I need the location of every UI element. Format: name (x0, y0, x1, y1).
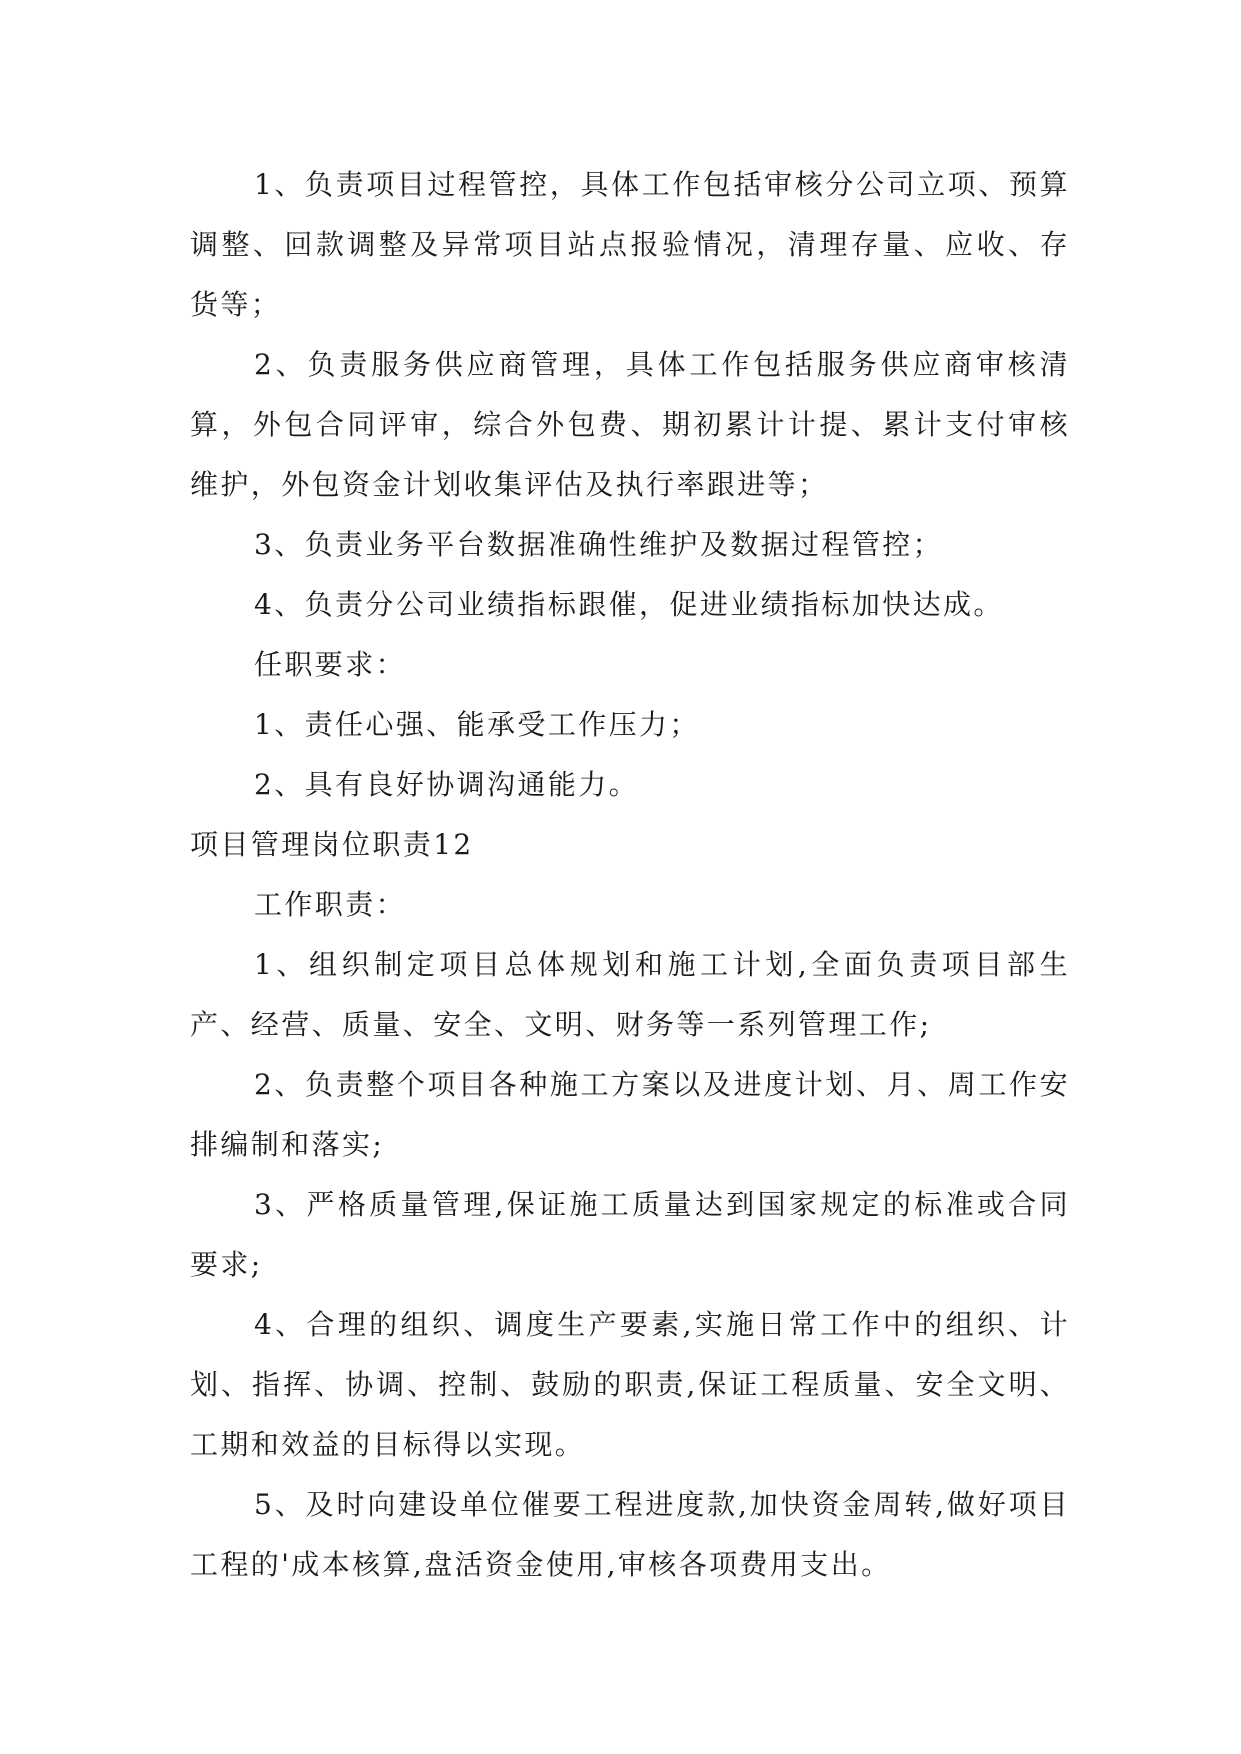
document-body (190, 155, 1070, 1595)
paragraph-item-3: 3、严格质量管理,保证施工质量达到国家规定的标准或合同要求; (190, 1188, 1070, 1281)
paragraph-duty-2: 2、负责服务供应商管理，具体工作包括服务供应商审核清算，外包合同评审，综合外包费、期初累计计提、累计支付审核维护，外包资金计划收集评估及执行率跟进等； (190, 348, 1070, 501)
paragraph-requirement-2: 2、具有良好协调沟通能力。 (254, 768, 640, 801)
paragraph-duty-1: 1、负责项目过程管控，具体工作包括审核分公司立项、预算调整、回款调整及异常项目站点报验情况，清理存量、应收、存货等； (190, 168, 1070, 321)
paragraph-duty-4: 4、负责分公司业绩指标跟催，促进业绩指标加快达成。 (254, 588, 1004, 621)
paragraph-item-2: 2、负责整个项目各种施工方案以及进度计划、月、周工作安排编制和落实; (190, 1068, 1070, 1161)
requirements-heading: 任职要求： (254, 648, 407, 681)
section-title: 项目管理岗位职责12 (190, 828, 474, 861)
duties-heading: 工作职责： (254, 888, 407, 921)
paragraph-item-4: 4、合理的组织、调度生产要素,实施日常工作中的组织、计划、指挥、协调、控制、鼓励的职责,保证工程质量、安全文明、工期和效益的目标得以实现。 (190, 1308, 1070, 1461)
paragraph-duty-3: 3、负责业务平台数据准确性维护及数据过程管控； (254, 528, 944, 561)
paragraph-requirement-1: 1、责任心强、能承受工作压力； (254, 708, 700, 741)
paragraph-item-5: 5、及时向建设单位催要工程进度款,加快资金周转,做好项目工程的'成本核算,盘活资金使用,审核各项费用支出。 (190, 1488, 1070, 1581)
paragraph-item-1: 1、组织制定项目总体规划和施工计划,全面负责项目部生产、经营、质量、安全、文明、财务等一系列管理工作; (190, 948, 1070, 1041)
